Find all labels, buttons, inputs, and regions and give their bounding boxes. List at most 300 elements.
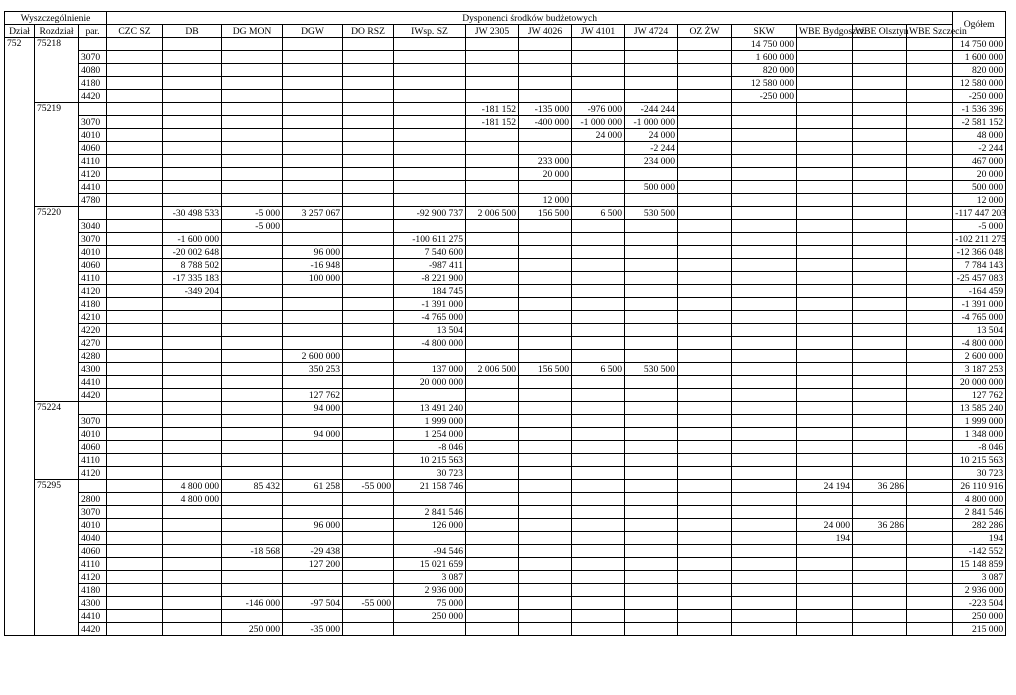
value-cell	[343, 311, 394, 324]
value-cell	[466, 519, 519, 532]
value-cell	[107, 129, 163, 142]
value-cell	[907, 545, 953, 558]
value-cell	[283, 103, 343, 116]
value-cell	[797, 571, 853, 584]
value-cell	[343, 545, 394, 558]
value-cell	[907, 441, 953, 454]
paragraf-cell: 4410	[79, 610, 107, 623]
value-cell	[678, 207, 732, 220]
value-cell	[572, 571, 625, 584]
value-cell	[853, 168, 907, 181]
rozdzial-cell: 75224	[35, 402, 79, 480]
value-cell	[678, 129, 732, 142]
paragraf-cell	[79, 207, 107, 220]
value-cell: -8 221 900	[394, 272, 466, 285]
value-cell	[907, 532, 953, 545]
table-row	[5, 610, 1006, 623]
value-cell	[853, 155, 907, 168]
value-cell	[678, 428, 732, 441]
value-cell: -18 568	[222, 545, 283, 558]
total-cell: 30 723	[953, 467, 1006, 480]
value-cell	[572, 350, 625, 363]
total-cell: 13 504	[953, 324, 1006, 337]
value-cell	[107, 64, 163, 77]
value-cell	[907, 233, 953, 246]
value-cell: -5 000	[222, 207, 283, 220]
value-cell	[797, 142, 853, 155]
value-cell	[283, 285, 343, 298]
value-cell	[222, 77, 283, 90]
value-cell	[466, 610, 519, 623]
value-cell	[343, 168, 394, 181]
value-cell	[797, 51, 853, 64]
value-cell	[519, 298, 572, 311]
total-cell: -1 536 396	[953, 103, 1006, 116]
value-cell	[853, 493, 907, 506]
value-cell	[222, 142, 283, 155]
table-row	[5, 207, 1006, 220]
total-cell: 4 800 000	[953, 493, 1006, 506]
value-cell	[283, 441, 343, 454]
value-cell	[283, 51, 343, 64]
value-cell: 24 000	[572, 129, 625, 142]
value-cell	[678, 545, 732, 558]
value-cell	[907, 402, 953, 415]
total-cell: 12 000	[953, 194, 1006, 207]
value-cell	[519, 597, 572, 610]
value-cell: 500 000	[625, 181, 678, 194]
value-cell: 250 000	[394, 610, 466, 623]
value-cell	[107, 597, 163, 610]
column-header-dysponent: JW 2305	[466, 25, 519, 38]
value-cell	[797, 116, 853, 129]
value-cell: -4 765 000	[394, 311, 466, 324]
value-cell	[853, 337, 907, 350]
total-cell: 1 600 000	[953, 51, 1006, 64]
column-header: Rozdział	[35, 25, 79, 38]
value-cell: 1 600 000	[732, 51, 797, 64]
value-cell	[572, 532, 625, 545]
value-cell	[625, 259, 678, 272]
value-cell	[163, 181, 222, 194]
paragraf-cell: 4110	[79, 558, 107, 571]
value-cell	[678, 220, 732, 233]
value-cell	[572, 142, 625, 155]
total-cell: -164 459	[953, 285, 1006, 298]
value-cell	[625, 558, 678, 571]
value-cell	[466, 233, 519, 246]
value-cell	[107, 415, 163, 428]
paragraf-cell: 4410	[79, 181, 107, 194]
value-cell	[853, 285, 907, 298]
value-cell	[907, 129, 953, 142]
value-cell	[343, 493, 394, 506]
total-cell: -223 504	[953, 597, 1006, 610]
value-cell: 24 000	[797, 519, 853, 532]
value-cell: -17 335 183	[163, 272, 222, 285]
paragraf-cell	[79, 480, 107, 493]
value-cell	[466, 623, 519, 636]
value-cell: -2 244	[625, 142, 678, 155]
value-cell	[466, 467, 519, 480]
table-row	[5, 38, 1006, 51]
value-cell	[519, 64, 572, 77]
value-cell	[625, 597, 678, 610]
column-header: par.	[79, 25, 107, 38]
value-cell	[343, 558, 394, 571]
value-cell: 530 500	[625, 207, 678, 220]
value-cell	[163, 467, 222, 480]
value-cell	[853, 532, 907, 545]
value-cell	[222, 584, 283, 597]
value-cell	[853, 233, 907, 246]
value-cell	[222, 467, 283, 480]
value-cell	[163, 129, 222, 142]
value-cell	[163, 428, 222, 441]
value-cell	[625, 77, 678, 90]
total-cell: 194	[953, 532, 1006, 545]
value-cell	[394, 129, 466, 142]
total-cell: -5 000	[953, 220, 1006, 233]
value-cell	[907, 480, 953, 493]
value-cell	[625, 246, 678, 259]
value-cell	[678, 519, 732, 532]
value-cell	[343, 233, 394, 246]
column-header-dysponent: DB	[163, 25, 222, 38]
value-cell	[625, 623, 678, 636]
value-cell	[572, 220, 625, 233]
paragraf-cell: 4420	[79, 623, 107, 636]
value-cell	[466, 597, 519, 610]
value-cell	[625, 64, 678, 77]
value-cell	[163, 350, 222, 363]
value-cell	[466, 77, 519, 90]
paragraf-cell: 4120	[79, 285, 107, 298]
value-cell	[519, 285, 572, 298]
value-cell	[797, 246, 853, 259]
total-cell: -25 457 083	[953, 272, 1006, 285]
value-cell	[907, 259, 953, 272]
value-cell	[572, 64, 625, 77]
value-cell	[222, 571, 283, 584]
paragraf-cell: 2800	[79, 493, 107, 506]
value-cell	[519, 545, 572, 558]
value-cell	[678, 467, 732, 480]
value-cell	[625, 233, 678, 246]
total-cell: 820 000	[953, 64, 1006, 77]
value-cell: 156 500	[519, 207, 572, 220]
value-cell	[732, 532, 797, 545]
value-cell	[572, 597, 625, 610]
column-header-dysponent: DGW	[283, 25, 343, 38]
value-cell	[163, 415, 222, 428]
value-cell: 15 021 659	[394, 558, 466, 571]
value-cell	[222, 259, 283, 272]
value-cell	[519, 584, 572, 597]
value-cell	[394, 220, 466, 233]
table-row	[5, 129, 1006, 142]
value-cell: -92 900 737	[394, 207, 466, 220]
value-cell	[222, 441, 283, 454]
rozdzial-cell: 75219	[35, 103, 79, 207]
value-cell	[519, 259, 572, 272]
value-cell	[625, 285, 678, 298]
value-cell	[466, 220, 519, 233]
total-cell: 13 585 240	[953, 402, 1006, 415]
value-cell	[283, 532, 343, 545]
value-cell	[107, 610, 163, 623]
value-cell	[107, 285, 163, 298]
value-cell	[222, 168, 283, 181]
paragraf-cell	[79, 38, 107, 51]
value-cell	[625, 467, 678, 480]
total-cell: 1 348 000	[953, 428, 1006, 441]
value-cell	[107, 506, 163, 519]
value-cell	[625, 38, 678, 51]
value-cell	[732, 233, 797, 246]
value-cell	[519, 480, 572, 493]
total-cell: 48 000	[953, 129, 1006, 142]
value-cell: -349 204	[163, 285, 222, 298]
value-cell	[107, 246, 163, 259]
value-cell	[678, 51, 732, 64]
value-cell	[107, 51, 163, 64]
value-cell	[283, 233, 343, 246]
total-cell: -4 800 000	[953, 337, 1006, 350]
value-cell	[222, 246, 283, 259]
paragraf-cell: 4220	[79, 324, 107, 337]
value-cell	[853, 454, 907, 467]
value-cell	[519, 389, 572, 402]
value-cell	[222, 155, 283, 168]
table-row	[5, 402, 1006, 415]
value-cell	[519, 441, 572, 454]
total-cell: 20 000	[953, 168, 1006, 181]
value-cell	[907, 389, 953, 402]
value-cell	[163, 376, 222, 389]
value-cell: 233 000	[519, 155, 572, 168]
value-cell	[519, 558, 572, 571]
value-cell: 36 286	[853, 480, 907, 493]
value-cell	[519, 38, 572, 51]
value-cell	[466, 441, 519, 454]
paragraf-cell: 4120	[79, 467, 107, 480]
value-cell	[732, 584, 797, 597]
value-cell	[283, 181, 343, 194]
value-cell: -5 000	[222, 220, 283, 233]
value-cell	[163, 168, 222, 181]
value-cell	[466, 129, 519, 142]
value-cell	[625, 51, 678, 64]
value-cell	[107, 571, 163, 584]
value-cell	[853, 506, 907, 519]
table-row	[5, 597, 1006, 610]
value-cell	[107, 155, 163, 168]
value-cell: 20 000	[519, 168, 572, 181]
value-cell	[519, 337, 572, 350]
value-cell	[797, 285, 853, 298]
value-cell	[107, 207, 163, 220]
rozdzial-cell: 75295	[35, 480, 79, 636]
paragraf-cell: 4120	[79, 571, 107, 584]
value-cell: -1 000 000	[572, 116, 625, 129]
table-row	[5, 220, 1006, 233]
value-cell	[678, 532, 732, 545]
value-cell	[625, 90, 678, 103]
value-cell: -181 152	[466, 103, 519, 116]
value-cell	[394, 532, 466, 545]
value-cell: 1 254 000	[394, 428, 466, 441]
column-header-dysponent: WBE Bydgoszcz	[797, 25, 853, 38]
total-cell: 3 087	[953, 571, 1006, 584]
value-cell	[572, 493, 625, 506]
value-cell: 2 600 000	[283, 350, 343, 363]
value-cell	[466, 506, 519, 519]
value-cell	[519, 77, 572, 90]
value-cell	[853, 363, 907, 376]
total-cell: 10 215 563	[953, 454, 1006, 467]
value-cell: 61 258	[283, 480, 343, 493]
value-cell	[107, 467, 163, 480]
value-cell	[732, 142, 797, 155]
total-cell: 14 750 000	[953, 38, 1006, 51]
value-cell	[678, 116, 732, 129]
value-cell	[572, 415, 625, 428]
value-cell	[222, 90, 283, 103]
value-cell	[107, 142, 163, 155]
value-cell	[907, 558, 953, 571]
value-cell	[466, 454, 519, 467]
value-cell	[343, 155, 394, 168]
value-cell	[572, 402, 625, 415]
value-cell	[466, 376, 519, 389]
paragraf-cell: 4060	[79, 441, 107, 454]
value-cell	[678, 558, 732, 571]
value-cell	[572, 168, 625, 181]
value-cell	[107, 389, 163, 402]
value-cell	[797, 194, 853, 207]
header-wyszczegolnienie: Wyszczególnienie	[5, 12, 107, 25]
value-cell	[572, 337, 625, 350]
value-cell	[519, 90, 572, 103]
value-cell	[343, 220, 394, 233]
table-row	[5, 298, 1006, 311]
value-cell	[519, 376, 572, 389]
value-cell	[853, 259, 907, 272]
value-cell	[572, 623, 625, 636]
value-cell	[907, 506, 953, 519]
value-cell	[394, 77, 466, 90]
value-cell	[107, 350, 163, 363]
value-cell	[107, 545, 163, 558]
rozdzial-cell: 75218	[35, 38, 79, 103]
value-cell	[678, 402, 732, 415]
value-cell	[907, 623, 953, 636]
value-cell	[625, 402, 678, 415]
value-cell	[572, 194, 625, 207]
value-cell: -1 600 000	[163, 233, 222, 246]
value-cell	[283, 584, 343, 597]
value-cell	[572, 259, 625, 272]
value-cell	[732, 493, 797, 506]
paragraf-cell: 3070	[79, 506, 107, 519]
value-cell	[732, 558, 797, 571]
value-cell	[625, 220, 678, 233]
table-row	[5, 103, 1006, 116]
value-cell: 8 788 502	[163, 259, 222, 272]
paragraf-cell: 4300	[79, 597, 107, 610]
value-cell	[797, 298, 853, 311]
value-cell	[519, 233, 572, 246]
value-cell	[678, 77, 732, 90]
rozdzial-cell: 75220	[35, 207, 79, 402]
value-cell	[797, 545, 853, 558]
value-cell	[163, 298, 222, 311]
value-cell	[222, 493, 283, 506]
table-row	[5, 415, 1006, 428]
value-cell	[853, 402, 907, 415]
value-cell	[572, 155, 625, 168]
value-cell	[678, 597, 732, 610]
total-cell: 3 187 253	[953, 363, 1006, 376]
subheader-row	[5, 25, 1006, 38]
value-cell: -55 000	[343, 597, 394, 610]
value-cell: 2 006 500	[466, 363, 519, 376]
value-cell	[907, 64, 953, 77]
value-cell	[222, 532, 283, 545]
value-cell	[343, 181, 394, 194]
value-cell: 3 257 067	[283, 207, 343, 220]
value-cell	[222, 428, 283, 441]
value-cell	[853, 623, 907, 636]
paragraf-cell: 4080	[79, 64, 107, 77]
value-cell	[519, 428, 572, 441]
column-header-dysponent: CZC SZ	[107, 25, 163, 38]
paragraf-cell: 4060	[79, 545, 107, 558]
value-cell	[572, 428, 625, 441]
value-cell: 13 491 240	[394, 402, 466, 415]
value-cell	[519, 129, 572, 142]
paragraf-cell: 4420	[79, 90, 107, 103]
value-cell	[732, 220, 797, 233]
value-cell	[283, 454, 343, 467]
total-cell: 15 148 859	[953, 558, 1006, 571]
value-cell	[853, 467, 907, 480]
value-cell	[678, 142, 732, 155]
value-cell	[222, 454, 283, 467]
table-row	[5, 116, 1006, 129]
total-cell: -8 046	[953, 441, 1006, 454]
paragraf-cell: 4280	[79, 350, 107, 363]
paragraf-cell: 4010	[79, 129, 107, 142]
value-cell	[283, 337, 343, 350]
value-cell	[572, 519, 625, 532]
total-cell: -12 366 048	[953, 246, 1006, 259]
value-cell	[678, 623, 732, 636]
value-cell	[678, 480, 732, 493]
value-cell	[163, 558, 222, 571]
value-cell	[797, 103, 853, 116]
value-cell	[853, 558, 907, 571]
value-cell	[107, 168, 163, 181]
table-row	[5, 246, 1006, 259]
paragraf-cell: 3070	[79, 116, 107, 129]
value-cell: 250 000	[222, 623, 283, 636]
value-cell	[163, 337, 222, 350]
value-cell	[797, 220, 853, 233]
value-cell	[907, 311, 953, 324]
value-cell: 94 000	[283, 402, 343, 415]
